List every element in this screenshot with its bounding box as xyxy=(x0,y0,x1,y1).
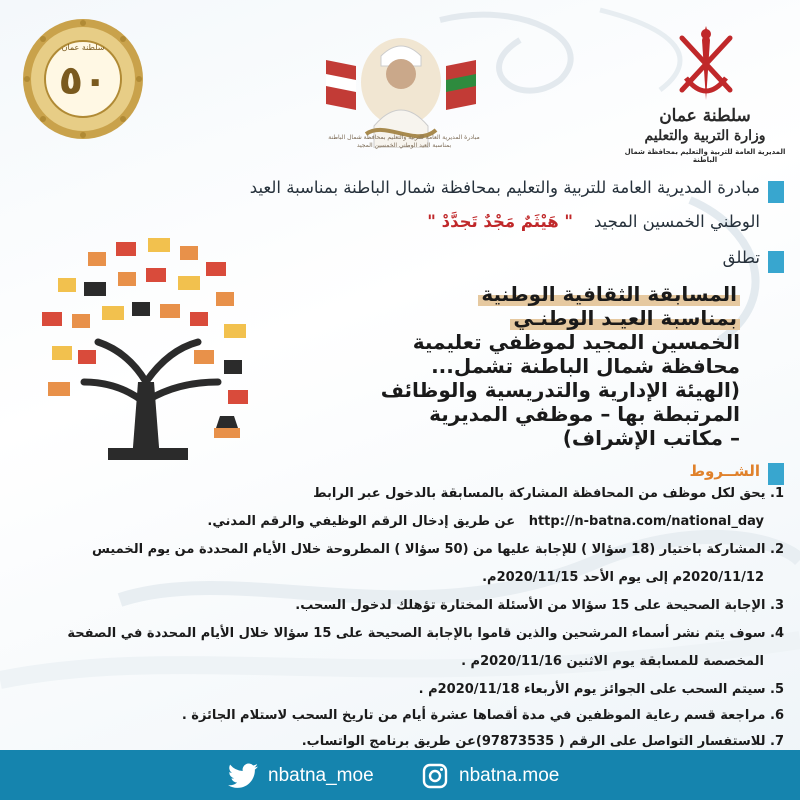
intro-line-2 xyxy=(427,212,760,231)
headline-line-3: الخمسين المجيد لموظفي تعليمية xyxy=(412,330,740,354)
condition-4-line-1: 4. سوف يتم نشر أسماء المرشحين والذين قاموا بالإجابة الصحيحة على 15 سؤالا خلال الأيام المحددة في الصفحة xyxy=(67,626,784,641)
oman-emblem-icon xyxy=(670,20,742,110)
headline-line-7: – مكاتب الإشراف) xyxy=(562,426,740,450)
directorate-name: المديرية العامة للتربية والتعليم بمحافظة شمال الباطنة xyxy=(624,148,786,164)
condition-1-line-2-text: عن طريق إدخال الرقم الوظيفي والرقم المدني. xyxy=(207,514,516,529)
portrait-caption xyxy=(304,134,504,150)
condition-1-line-2 xyxy=(207,514,764,529)
sultan-portrait xyxy=(326,30,476,148)
portrait-caption-line-1: مبادرة المديرية العامة للتربية والتعليم بمحافظة شمال الباطنة xyxy=(328,134,480,141)
condition-4-line-2: المخصصة للمسابقة يوم الاثنين 2020/11/16م . xyxy=(461,654,764,669)
headline-line-1: المسابقة الثقافية الوطنية xyxy=(478,282,740,306)
headline-line-2: بمناسبة العيـد الوطنـي xyxy=(510,306,740,330)
intro-line-3: تطلق xyxy=(722,248,760,267)
accent-bar xyxy=(768,251,784,273)
instagram-icon[interactable] xyxy=(422,763,448,789)
twitter-handle[interactable]: nbatna_moe xyxy=(268,765,374,786)
headline-line-6: المرتبطة بها – موظفي المديرية xyxy=(429,402,740,426)
condition-1-line-1: 1. يحق لكل موظف من المحافظة المشاركة بالمسابقة بالدخول عبر الرابط xyxy=(313,486,784,501)
headline-line-5: (الهيئة الإدارية والتدريسية والوظائف xyxy=(380,378,740,402)
headline-line-4: محافظة شمال الباطنة تشمل... xyxy=(431,354,740,378)
instagram-handle[interactable]: nbatna.moe xyxy=(459,765,560,786)
accent-bar xyxy=(768,463,784,485)
ministry-name: وزارة التربية والتعليم xyxy=(644,128,766,144)
twitter-icon[interactable] xyxy=(228,763,258,789)
condition-3: 3. الإجابة الصحيحة على 15 سؤالا من الأسئلة المختارة تؤهلك لدخول السحب. xyxy=(295,598,784,613)
portrait-caption-line-2: بمناسبة العيد الوطني الخمسين المجيد xyxy=(356,142,452,149)
national-day-50-emblem xyxy=(18,14,148,144)
intro-line-1: مبادرة المديرية العامة للتربية والتعليم بمحافظة شمال الباطنة بمناسبة العيد xyxy=(249,178,760,197)
condition-2-line-1: 2. المشاركة باختيار (18 سؤالا ) للإجابة عليها من (50 سؤالا ) المطروحة خلال الأيام المحددة من يوم الخميس xyxy=(91,542,784,557)
accent-bar xyxy=(768,181,784,203)
book-tree-illustration xyxy=(28,232,272,460)
competition-headline xyxy=(381,282,740,450)
condition-5: 5. سيتم السحب على الجوائز يوم الأربعاء 2020/11/18م . xyxy=(418,682,784,697)
emblem-number: ٥٠ xyxy=(58,58,108,104)
condition-7: 7. للاستفسار التواصل على الرقم ( 97873535)عن طريق برنامج الواتساب. xyxy=(301,734,784,749)
ministry-block xyxy=(620,20,790,164)
national-motto: " هَيْثَمٌ مَجْدٌ تَجدَّدْ " xyxy=(427,212,574,231)
competition-link[interactable]: http://n-batna.com/national_day xyxy=(528,514,764,529)
intro-line-2-prefix: الوطني الخمسين المجيد xyxy=(594,212,760,231)
ministry-country: سلطنة عمان xyxy=(659,106,751,126)
condition-2-line-2: 2020/11/12م إلى يوم الأحد 2020/11/15م. xyxy=(482,570,764,585)
emblem-ring-text: سلطنة عمان xyxy=(61,43,105,52)
footer-bar xyxy=(0,750,800,800)
condition-6: 6. مراجعة قسم رعاية الموظفين في مدة أقصاها عشرة أيام من تاريخ السحب لاستلام الجائزة . xyxy=(181,708,784,723)
conditions-title: الشــروط xyxy=(689,462,760,480)
